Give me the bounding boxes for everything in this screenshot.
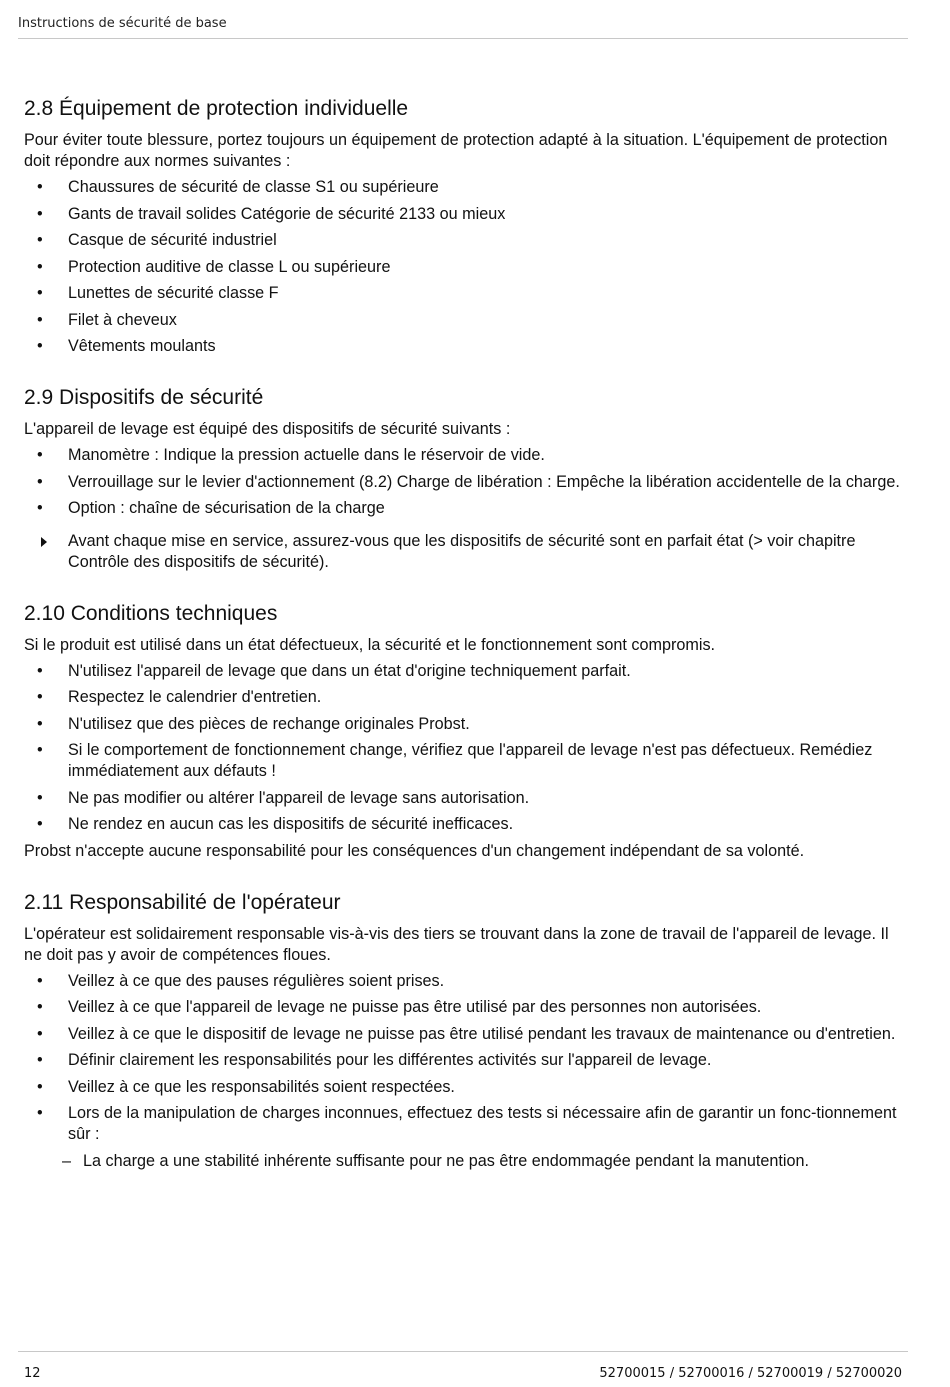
section-2-11: [24, 890, 904, 1172]
action-list: [24, 531, 904, 573]
list-item: • Filet à cheveux: [37, 310, 177, 329]
list-item: • Verrouillage sur le levier d'actionnement (8.2) Charge de libération : Empêche la libération accidentelle de la charge.: [37, 472, 900, 491]
bullet-list: [24, 177, 904, 357]
bullet-list: [24, 971, 904, 1172]
page-number: 12: [24, 1366, 41, 1381]
list-item: • N'utilisez l'appareil de levage que dans un état d'origine techniquement parfait.: [37, 661, 631, 680]
list-item: • Veillez à ce que le dispositif de levage ne puisse pas être utilisé pendant les travaux de maintenance ou d'entretien.: [37, 1024, 896, 1043]
bullet-icon: •: [37, 741, 43, 759]
bullet-icon: •: [37, 257, 43, 276]
bullet-icon: •: [37, 337, 43, 355]
list-item: • Ne pas modifier ou altérer l'appareil de levage sans autorisation.: [37, 788, 530, 807]
bullet-icon: •: [37, 231, 43, 249]
section-intro: Si le produit est utilisé dans un état défectueux, la sécurité et le fonctionnement sont compromis.: [24, 635, 716, 654]
action-item: Avant chaque mise en service, assurez-vous que les dispositifs de sécurité sont en parfait état (> voir chapitre Contrôle des dispositifs de sécurité).: [24, 531, 904, 573]
bullet-icon: •: [37, 1077, 43, 1096]
list-item: • Lunettes de sécurité classe F: [37, 284, 279, 302]
bullet-icon: •: [37, 971, 43, 990]
bullet-list: [24, 661, 904, 836]
list-item: • Gants de travail solides Catégorie de sécurité 2133 ou mieux: [37, 204, 506, 223]
section-2-10: [24, 601, 904, 862]
section-outro: Probst n'accepte aucune responsabilité pour les conséquences d'un changement indépendant de sa volonté.: [24, 841, 805, 860]
dash-icon: –: [62, 1151, 72, 1170]
list-item: • Option : chaîne de sécurisation de la charge: [37, 499, 385, 517]
bullet-icon: •: [37, 815, 43, 833]
list-item: • Manomètre : Indique la pression actuelle dans le réservoir de vide.: [37, 446, 545, 464]
bullet-icon: •: [37, 472, 43, 491]
list-item: • Casque de sécurité industriel: [37, 231, 277, 249]
document-body: [24, 96, 904, 1200]
list-item: • Lors de la manipulation de charges inconnues, effectuez des tests si nécessaire afin de garantir un fonc-tionnement sûr :: [37, 1104, 897, 1143]
section-intro: Pour éviter toute blessure, portez toujours un équipement de protection adapté à la situation. L'équipement de protection doit répondre aux normes suivantes :: [24, 131, 888, 170]
section-intro: L'opérateur est solidairement responsable vis-à-vis des tiers se trouvant dans la zone de travail de l'appareil de levage. Il ne doit pas y avoir de compétences floues.: [24, 924, 889, 964]
bullet-icon: •: [37, 499, 43, 517]
bullet-icon: •: [37, 788, 43, 807]
bullet-icon: •: [37, 310, 43, 329]
bullet-icon: •: [37, 284, 43, 302]
bullet-icon: •: [37, 998, 43, 1016]
list-item: • Veillez à ce que les responsabilités soient respectées.: [37, 1077, 455, 1096]
list-item: • N'utilisez que des pièces de rechange originales Probst.: [37, 714, 470, 733]
list-item: • Chaussures de sécurité de classe S1 ou supérieure: [37, 178, 439, 196]
triangle-right-icon: [41, 537, 47, 547]
list-item: • Si le comportement de fonctionnement change, vérifiez que l'appareil de levage n'est pas défectueux. Remédiez immédiatement aux défauts !: [37, 741, 873, 780]
list-item: • Veillez à ce que des pauses régulières soient prises.: [37, 971, 445, 990]
bullet-icon: •: [37, 688, 43, 706]
document-reference: 52700015 / 52700016 / 52700019 / 52700020: [599, 1366, 902, 1381]
bullet-icon: •: [37, 178, 43, 196]
list-item: • Définir clairement les responsabilités pour les différentes activités sur l'appareil de levage.: [37, 1051, 712, 1069]
section-title: 2.11 Responsabilité de l'opérateur: [24, 890, 341, 914]
bullet-icon: •: [37, 661, 43, 680]
bullet-icon: •: [37, 204, 43, 223]
bullet-icon: •: [37, 1104, 43, 1122]
section-title: 2.9 Dispositifs de sécurité: [24, 386, 264, 409]
sub-list-item: – La charge a une stabilité inhérente suffisante pour ne pas être endommagée pendant la manutention.: [62, 1151, 809, 1170]
bullet-icon: •: [37, 714, 43, 733]
bullet-list: [24, 445, 904, 519]
section-intro: L'appareil de levage est équipé des dispositifs de sécurité suivants :: [24, 420, 511, 438]
section-2-9: [24, 385, 904, 573]
section-title: 2.10 Conditions techniques: [24, 601, 278, 625]
bullet-icon: •: [37, 446, 43, 464]
list-item: • Veillez à ce que l'appareil de levage ne puisse pas être utilisé par des personnes non autorisées.: [37, 998, 762, 1016]
list-item: • Protection auditive de classe L ou supérieure: [37, 257, 391, 276]
list-item: • Respectez le calendrier d'entretien.: [37, 688, 322, 706]
bullet-icon: •: [37, 1051, 43, 1069]
section-2-8: [24, 96, 904, 357]
list-item: • Vêtements moulants: [37, 337, 216, 355]
section-title: 2.8 Équipement de protection individuelle: [24, 97, 409, 120]
header-title: Instructions de sécurité de base: [18, 16, 227, 31]
list-item: • Ne rendez en aucun cas les dispositifs de sécurité inefficaces.: [37, 815, 514, 833]
bullet-icon: •: [37, 1024, 43, 1043]
page-footer: [18, 1351, 908, 1382]
page-header: [18, 14, 908, 39]
